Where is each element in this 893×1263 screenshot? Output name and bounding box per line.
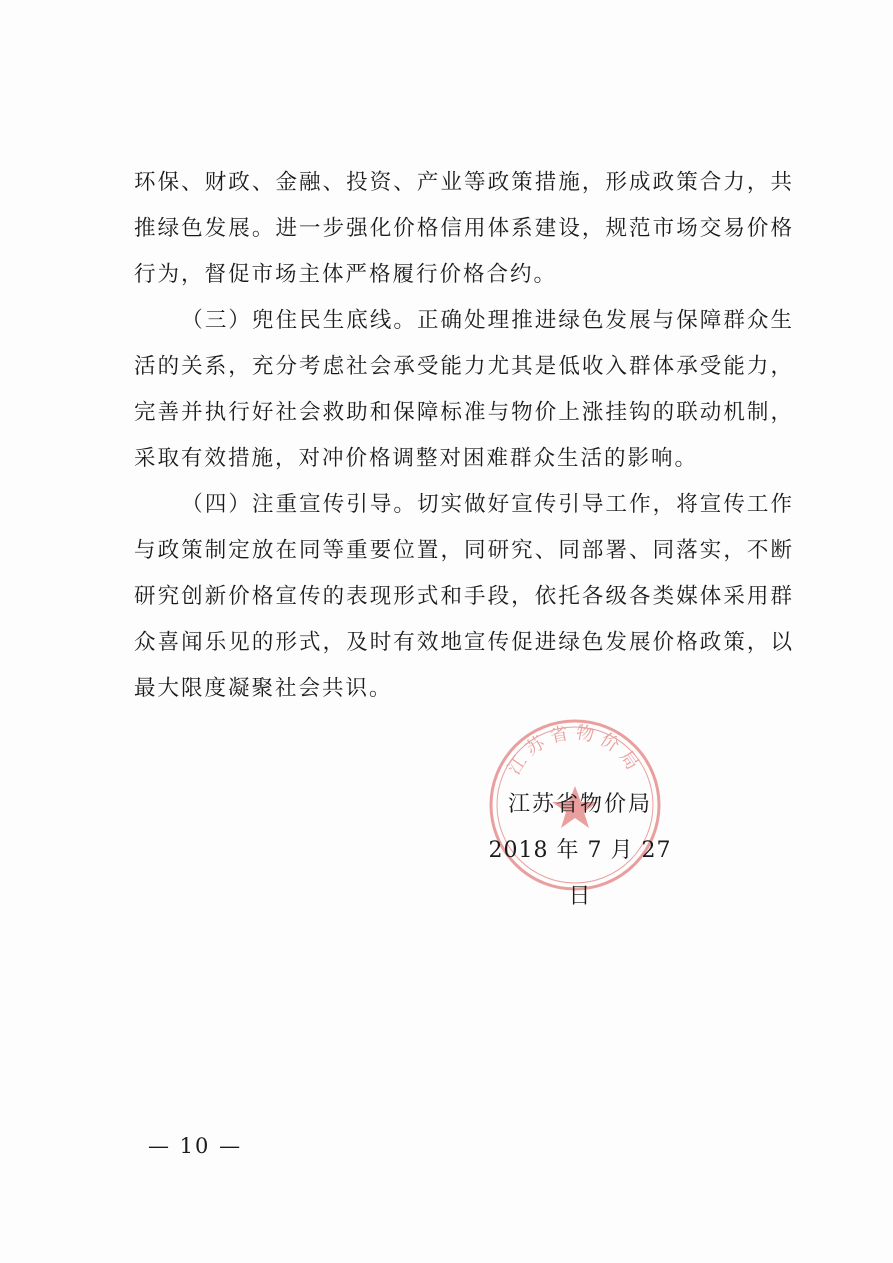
paragraph-section-four: （四）注重宣传引导。切实做好宣传引导工作，将宣传工作与政策制定放在同等重要位置，同研究、同部署、同落实，不断研究创新价格宣传的表现形式和手段，依托各级各类媒体采用群众喜闻乐见的形式，及时有效地宣传促进绿色发展价格政策，以最大限度凝聚社会共识。 (134, 492, 794, 701)
paragraph-continued: 环保、财政、金融、投资、产业等政策措施，形成政策合力，共推绿色发展。进一步强化价格信用体系建设，规范市场交易价格行为，督促市场主体严格履行价格合约。 (134, 170, 794, 287)
svg-text:江苏省物价局: 江苏省物价局 (503, 722, 647, 779)
body-text (134, 160, 794, 712)
paragraph-section-three: （三）兜住民生底线。正确处理推进绿色发展与保障群众生活的关系，充分考虑社会承受能力尤其是低收入群体承受能力，完善并执行好社会救助和保障标准与物价上涨挂钩的联动机制，采取有效措施，对冲价格调整对困难群众生活的影响。 (134, 308, 794, 471)
page-number: — 10 — (148, 1134, 243, 1158)
signature-block (480, 782, 680, 920)
issue-date: 2018 年 7 月 27 日 (488, 838, 672, 909)
issuing-organization: 江苏省物价局 (507, 792, 652, 817)
